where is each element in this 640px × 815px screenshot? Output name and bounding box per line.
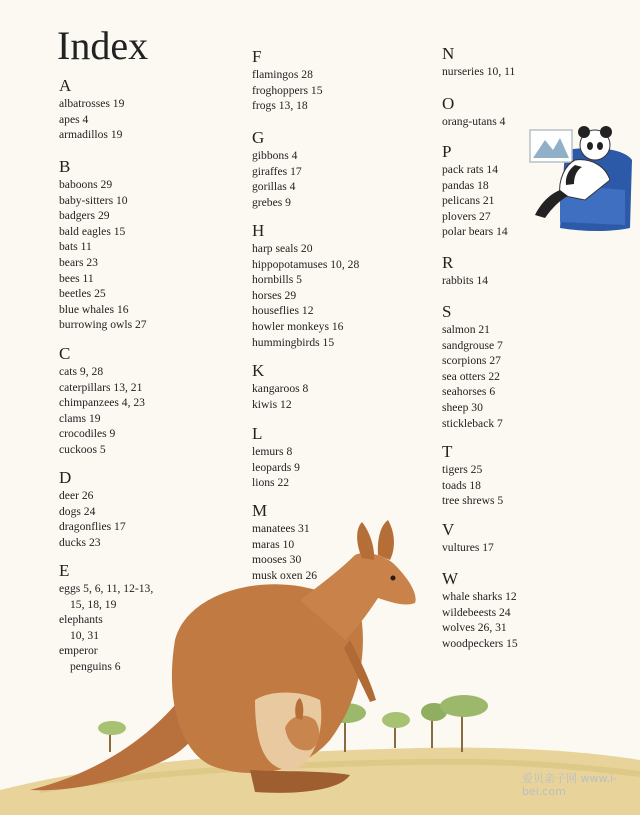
index-entry: pandas 18: [442, 178, 489, 192]
watermark: 爱贝亲子网 www.i-bei.com: [522, 772, 617, 798]
index-entry: salmon 21: [442, 323, 490, 336]
index-section-a: [59, 76, 124, 143]
index-section-r: [442, 253, 488, 289]
index-section-b: [59, 157, 147, 333]
index-entry: musk oxen 26: [252, 568, 318, 582]
index-entry: frogs 13, 18: [252, 99, 308, 113]
index-entry: rabbits 14: [442, 274, 489, 287]
index-entry: hippopotamuses 10, 28: [252, 257, 360, 271]
index-entry: sheep 30: [442, 400, 483, 414]
index-entry: ducks 23: [59, 535, 101, 549]
index-entry: harp seals 20: [252, 242, 313, 255]
page-title: Index: [57, 23, 149, 68]
index-section-e: [59, 561, 153, 675]
index-entry: dragonflies 17: [59, 520, 126, 534]
section-letter: B: [59, 157, 71, 176]
index-entry: howler monkeys 16: [252, 319, 344, 333]
index-entry: lions 22: [252, 476, 290, 490]
section-letter: H: [252, 221, 265, 240]
index-entry: hummingbirds 15: [252, 335, 335, 349]
section-letter: N: [442, 44, 455, 63]
section-letter: V: [442, 520, 455, 539]
index-section-d: [59, 468, 126, 550]
index-entry: beetles 25: [59, 287, 106, 301]
index-entry: plovers 27: [442, 209, 491, 223]
section-letter: W: [442, 569, 459, 588]
index-section-o: [442, 94, 505, 130]
index-entry: flamingos 28: [252, 68, 313, 81]
index-entry: bald eagles 15: [59, 224, 126, 238]
index-entry: chimpanzees 4, 23: [59, 396, 145, 410]
index-entry: stickleback 7: [442, 416, 503, 430]
index-entry: penguins 6: [70, 659, 121, 673]
index-entry: froghoppers 15: [252, 83, 323, 97]
section-letter: S: [442, 302, 452, 321]
index-entry: dogs 24: [59, 504, 96, 518]
index-entry: polar bears 14: [442, 225, 508, 239]
index-entry: gibbons 4: [252, 149, 298, 162]
index-entry: hornbills 5: [252, 273, 302, 287]
index-entry: horses 29: [252, 288, 297, 302]
index-entry: houseflies 12: [252, 304, 314, 318]
index-entry: leopards 9: [252, 460, 300, 474]
index-entry: scorpions 27: [442, 354, 501, 368]
index-entry: woodpeckers 15: [442, 636, 518, 650]
index-entry: crocodiles 9: [59, 427, 116, 441]
index-entry: nurseries 10, 11: [442, 65, 516, 78]
index-entry: tigers 25: [442, 463, 483, 476]
section-letter: C: [59, 344, 71, 363]
index-entry: clams 19: [59, 411, 101, 425]
index-entry: elephants: [59, 613, 103, 627]
index-section-c: [59, 344, 145, 458]
section-letter: L: [252, 424, 263, 443]
index-entry: cats 9, 28: [59, 365, 104, 378]
section-letter: E: [59, 561, 70, 580]
section-letter: R: [442, 253, 454, 272]
index-section-k: [252, 361, 308, 412]
index-entry: lemurs 8: [252, 445, 293, 458]
index-entry: kiwis 12: [252, 397, 292, 411]
index-entry: burrowing owls 27: [59, 318, 147, 332]
index-section-m: [252, 501, 317, 583]
index-entry: kangaroos 8: [252, 382, 309, 395]
index-entry: tree shrews 5: [442, 494, 504, 508]
index-entry: baboons 29: [59, 178, 113, 191]
index-entry: baby-sitters 10: [59, 193, 128, 207]
index-section-s: [442, 302, 503, 431]
index-entry: gorillas 4: [252, 180, 296, 194]
section-letter: G: [252, 128, 265, 147]
index-entry: sea otters 22: [442, 369, 500, 383]
index-section-p: [442, 142, 508, 240]
index-entry: sandgrouse 7: [442, 338, 503, 352]
index-entry: emperor: [59, 644, 98, 658]
index-entry: badgers 29: [59, 209, 110, 223]
section-letter: F: [252, 47, 262, 66]
index-entry: wildebeests 24: [442, 605, 511, 619]
index-entry: giraffes 17: [252, 164, 302, 178]
index-entry: toads 18: [442, 478, 481, 492]
index-entry: deer 26: [59, 489, 94, 502]
index-entry: apes 4: [59, 112, 89, 126]
index-entry: grebes 9: [252, 195, 291, 209]
index-entry: vultures 17: [442, 541, 494, 554]
index-section-g: [252, 128, 302, 210]
index-entry: cuckoos 5: [59, 442, 106, 456]
index-entry: orang-utans 4: [442, 115, 506, 128]
section-letter: M: [252, 501, 268, 520]
index-entry: pack rats 14: [442, 163, 499, 176]
index-section-h: [252, 221, 359, 350]
index-section-n: [442, 44, 515, 80]
section-letter: T: [442, 442, 453, 461]
section-letter: P: [442, 142, 452, 161]
index-entry: bears 23: [59, 255, 98, 269]
index-entry: caterpillars 13, 21: [59, 380, 143, 394]
index-entry: bats 11: [59, 240, 92, 254]
index-section-f: [252, 47, 323, 114]
section-letter: O: [442, 94, 455, 113]
index-entry: maras 10: [252, 537, 295, 551]
index-entry: blue whales 16: [59, 302, 129, 316]
index-section-v: [442, 520, 494, 556]
index-entry: 15, 18, 19: [70, 597, 117, 611]
index-entry: bees 11: [59, 271, 94, 285]
section-letter: A: [59, 76, 72, 95]
panda-illustration: [530, 126, 632, 231]
section-letter: K: [252, 361, 265, 380]
index-entry: manatees 31: [252, 522, 310, 535]
index-entry: armadillos 19: [59, 128, 123, 142]
index-section-l: [252, 424, 300, 491]
index-entry: whale sharks 12: [442, 590, 517, 603]
index-entry: 10, 31: [70, 628, 99, 642]
index-entry: seahorses 6: [442, 385, 496, 399]
index-section-w: [442, 569, 518, 651]
index-section-t: [442, 442, 503, 509]
index-entry: pelicans 21: [442, 194, 495, 208]
section-letter: D: [59, 468, 72, 487]
index-entry: wolves 26, 31: [442, 621, 507, 635]
index-entry: albatrosses 19: [59, 97, 125, 110]
index-entry: mooses 30: [252, 553, 302, 567]
index-entry: eggs 5, 6, 11, 12-13,: [59, 582, 154, 595]
